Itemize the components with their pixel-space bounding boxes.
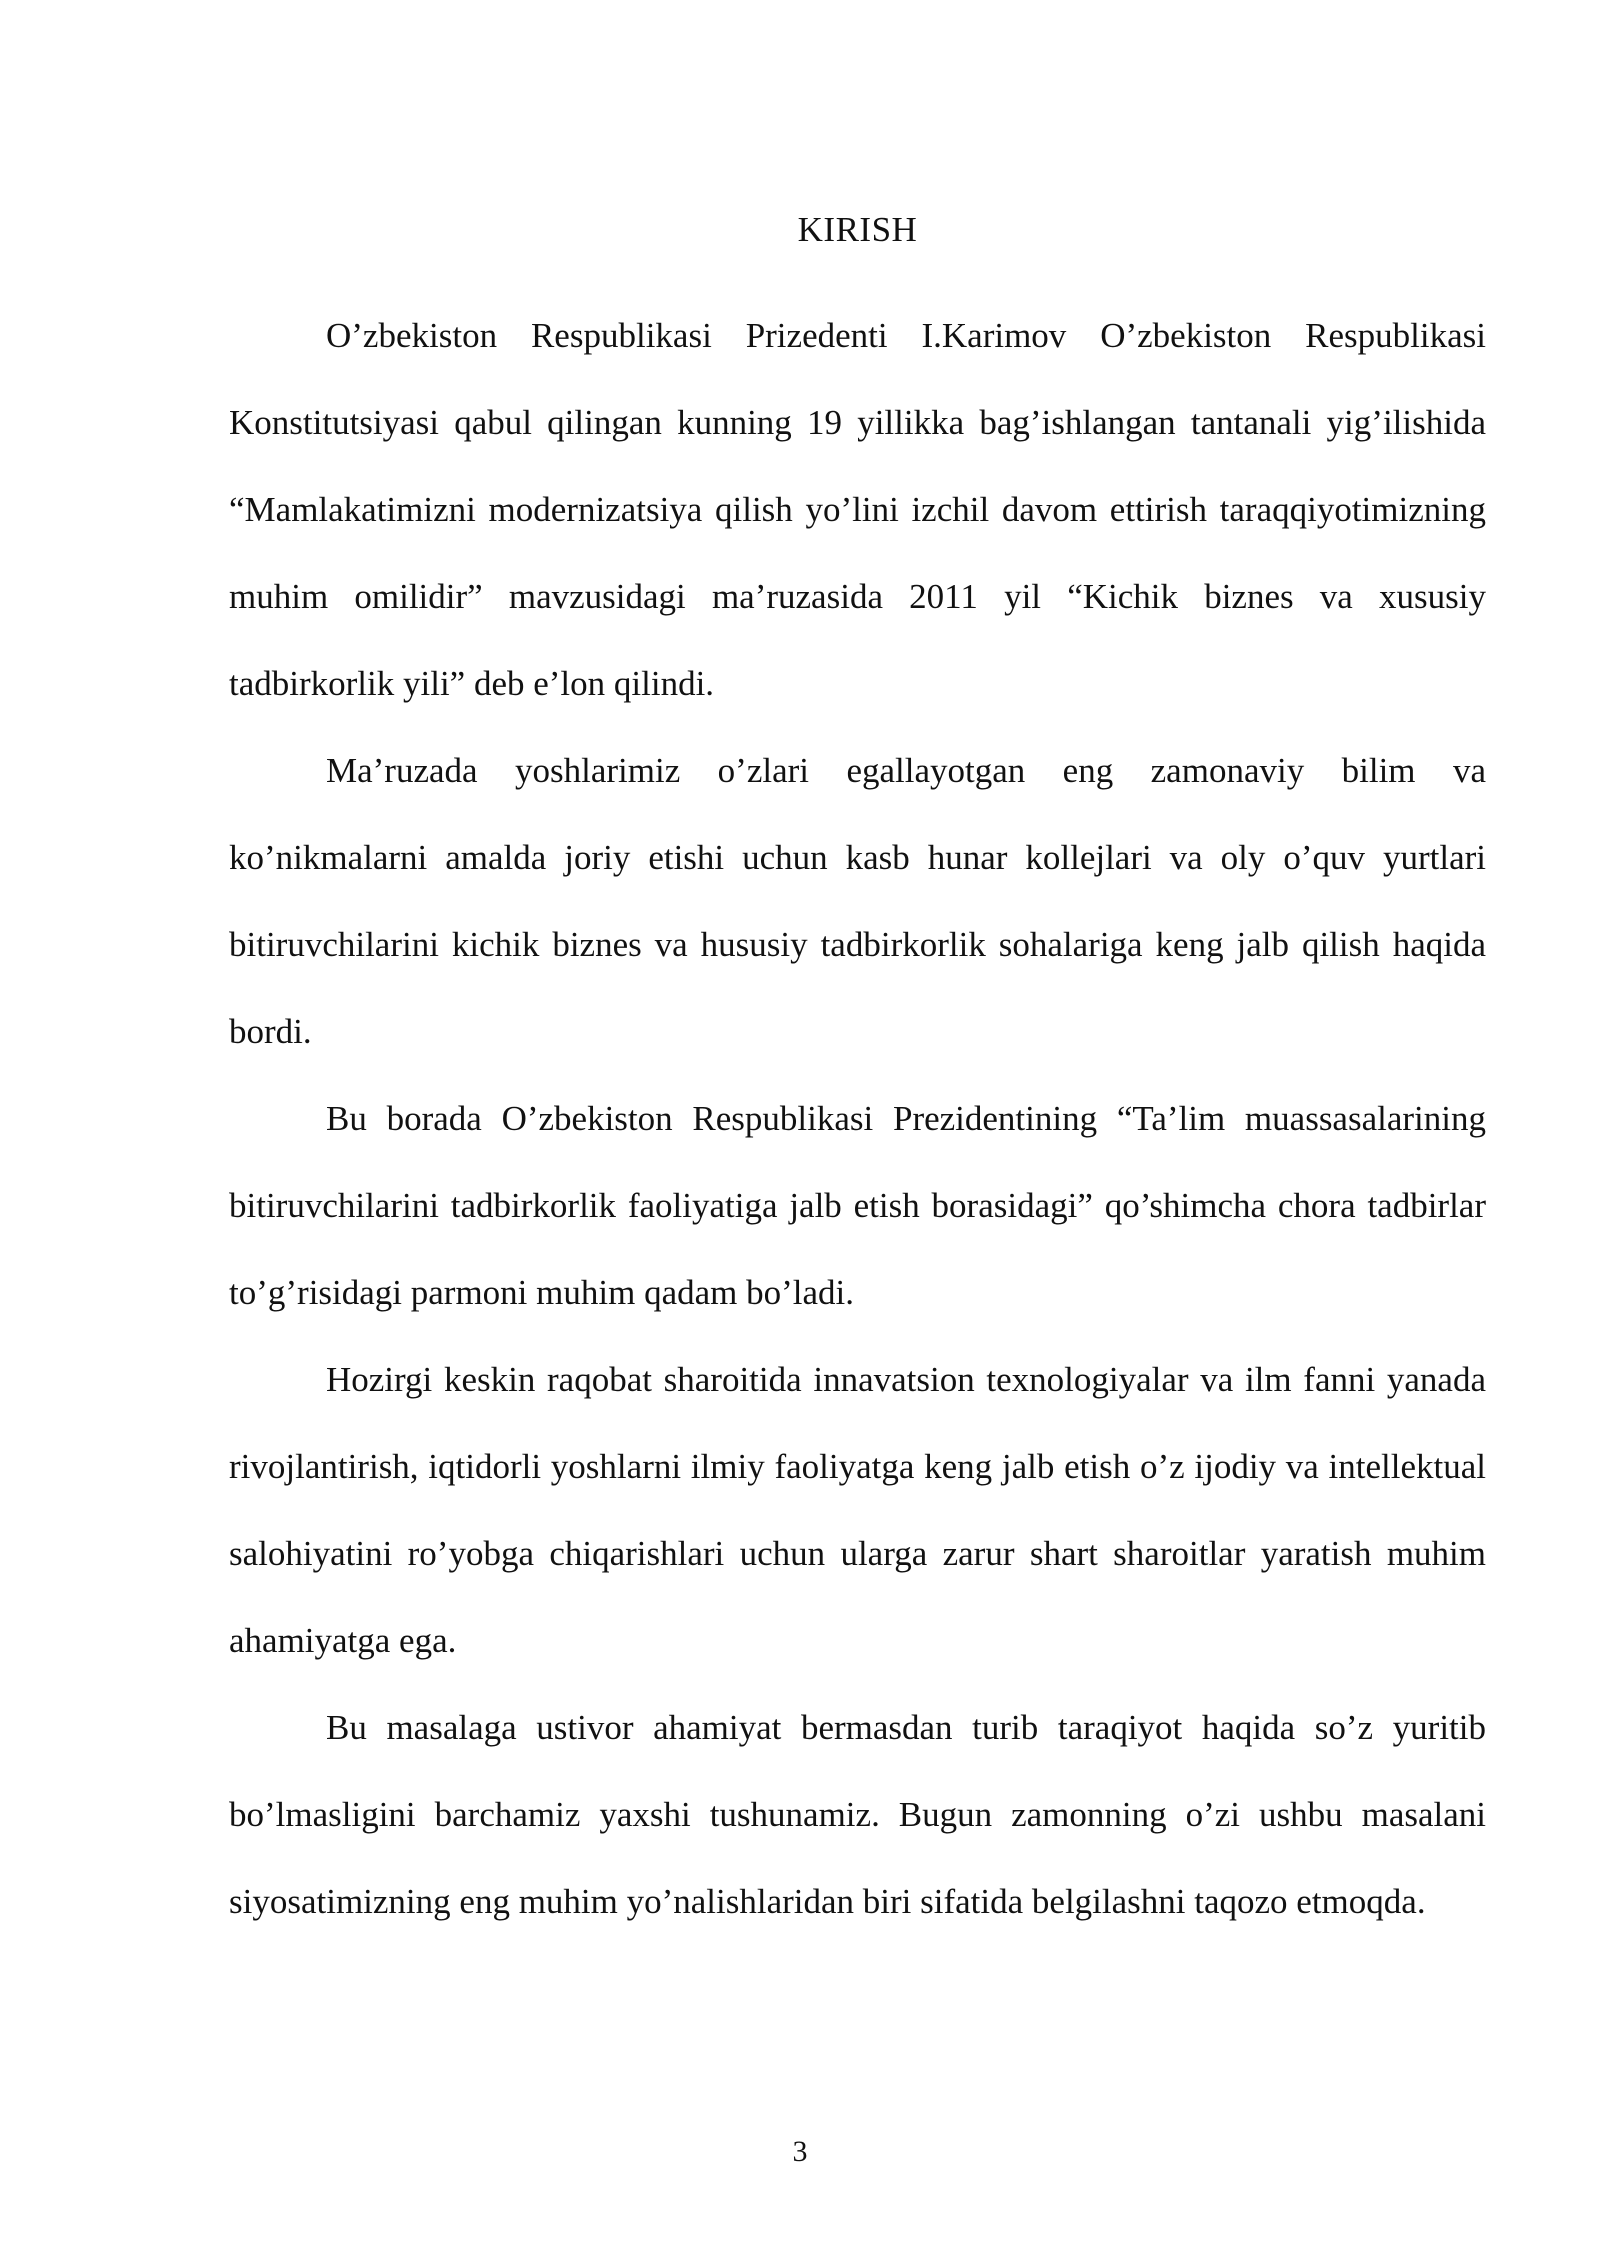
paragraph-5: Bu masalaga ustivor ahamiyat bermasdan turib taraqiyot haqida so’z yuritib bo’lmasligini barchamiz yaxshi tushunamiz. Bugun zamonning o’zi ushbu masalani siyosatimizning eng muhim yo’nalishlaridan biri sifatida belgilashni taqozo etmoqda. bbox=[229, 1708, 1486, 1921]
paragraph-1: O’zbekiston Respublikasi Prizedenti I.Karimov O’zbekiston Respublikasi Konstitutsiyasi qabul qilingan kunning 19 yillikka bag’ishlangan tantanali yig’ilishida “Mamlakatimizni modernizatsiya qilish yo’lini izchil davom ettirish taraqqiyotimizning muhim omilidir” mavzusidagi ma’ruzasida 2011 yil “Kichik biznes va xususiy tadbirkorlik yili” deb e’lon qilindi. bbox=[229, 316, 1486, 703]
page-number: 3 bbox=[792, 2135, 808, 2168]
paragraph-3: Bu borada O’zbekiston Respublikasi Prezidentining “Ta’lim muassasalarining bitiruvchilarini tadbirkorlik faoliyatiga jalb etish borasidagi” qo’shimcha chora tadbirlar to’g’risidagi parmoni muhim qadam bo’ladi. bbox=[229, 1099, 1486, 1312]
page-content bbox=[229, 205, 1504, 1945]
paragraph-4: Hozirgi keskin raqobat sharoitida innavatsion texnologiyalar va ilm fanni yanada rivojlantirish, iqtidorli yoshlarni ilmiy faoliyatga keng jalb etish o’z ijodiy va intellektual salohiyatini ro’yobga chiqarishlari uchun ularga zarur shart sharoitlar yaratish muhim ahamiyatga ega. bbox=[229, 1360, 1504, 1660]
section-heading: KIRISH bbox=[797, 210, 918, 249]
paragraph-2: Ma’ruzada yoshlarimiz o’zlari egallayotgan eng zamonaviy bilim va ko’nikmalarni amalda joriy etishi uchun kasb hunar kollejlari va oly o’quv yurtlari bitiruvchilarini kichik biznes va hususiy tadbirkorlik sohalariga keng jalb qilish haqida bordi. bbox=[229, 751, 1486, 1051]
